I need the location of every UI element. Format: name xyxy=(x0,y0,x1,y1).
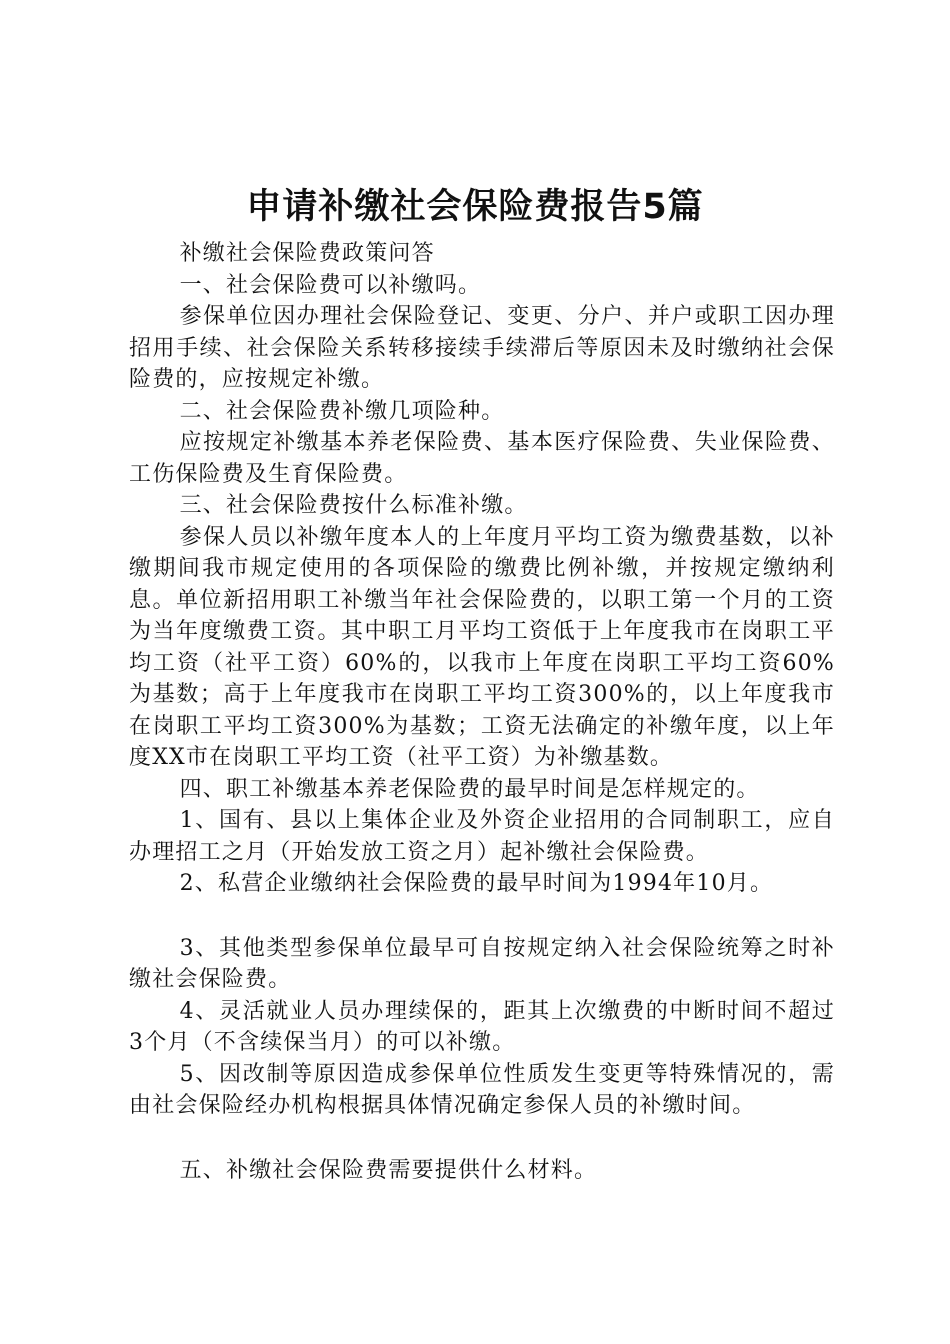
paragraph-spacer xyxy=(129,1122,835,1155)
list-item: 1、国有、县以上集体企业及外资企业招用的合同制职工，应自办理招工之月（开始发放工资之月）起补缴社会保险费。 xyxy=(129,808,835,865)
question-heading: 二、社会保险费补缴几项险种。 xyxy=(179,398,505,424)
document-body xyxy=(129,238,835,1186)
question-heading: 三、社会保险费按什么标准补缴。 xyxy=(179,493,528,518)
question-heading: 一、社会保险费可以补缴吗。 xyxy=(179,272,482,298)
paragraph-spacer xyxy=(129,900,835,933)
section-heading: 补缴社会保险费政策问答 xyxy=(179,241,435,266)
list-item: 5、因改制等原因造成参保单位性质发生变更等特殊情况的，需由社会保险经办机构根据具体情况确定参保人员的补缴时间。 xyxy=(129,1061,835,1118)
list-item: 3、其他类型参保单位最早可自按规定纳入社会保险统筹之时补缴社会保险费。 xyxy=(129,935,835,992)
document-title: 申请补缴社会保险费报告5篇 xyxy=(246,187,704,227)
list-item: 4、灵活就业人员办理续保的，距其上次缴费的中断时间不超过3个月（不含续保当月）的可以补缴。 xyxy=(129,998,835,1055)
answer-paragraph: 参保单位因办理社会保险登记、变更、分户、并户或职工因办理招用手续、社会保险关系转移接续手续滞后等原因未及时缴纳社会保险费的，应按规定补缴。 xyxy=(129,304,835,392)
answer-paragraph: 应按规定补缴基本养老保险费、基本医疗保险费、失业保险费、工伤保险费及生育保险费。 xyxy=(129,430,835,487)
question-heading: 五、补缴社会保险费需要提供什么材料。 xyxy=(179,1157,598,1183)
answer-paragraph: 参保人员以补缴年度本人的上年度月平均工资为缴费基数，以补缴期间我市规定使用的各项保险的缴费比例补缴，并按规定缴纳利息。单位新招用职工补缴当年社会保险费的，以职工第一个月的工资为当年度缴费工资。其中职工月平均工资低于上年度我市在岗职工平均工资（社平工资）60%的，以我市上年度在岗职工平均工资60%为基数；高于上年度我市在岗职工平均工资300%的，以上年度我市在岗职工平均工资300%为基数；工资无法确定的补缴年度，以上年度XX市在岗职工平均工资（社平工资）为补缴基数。 xyxy=(129,524,835,770)
list-item: 2、私营企业缴纳社会保险费的最早时间为1994年10月。 xyxy=(179,871,774,896)
question-heading: 四、职工补缴基本养老保险费的最早时间是怎样规定的。 xyxy=(179,776,760,802)
